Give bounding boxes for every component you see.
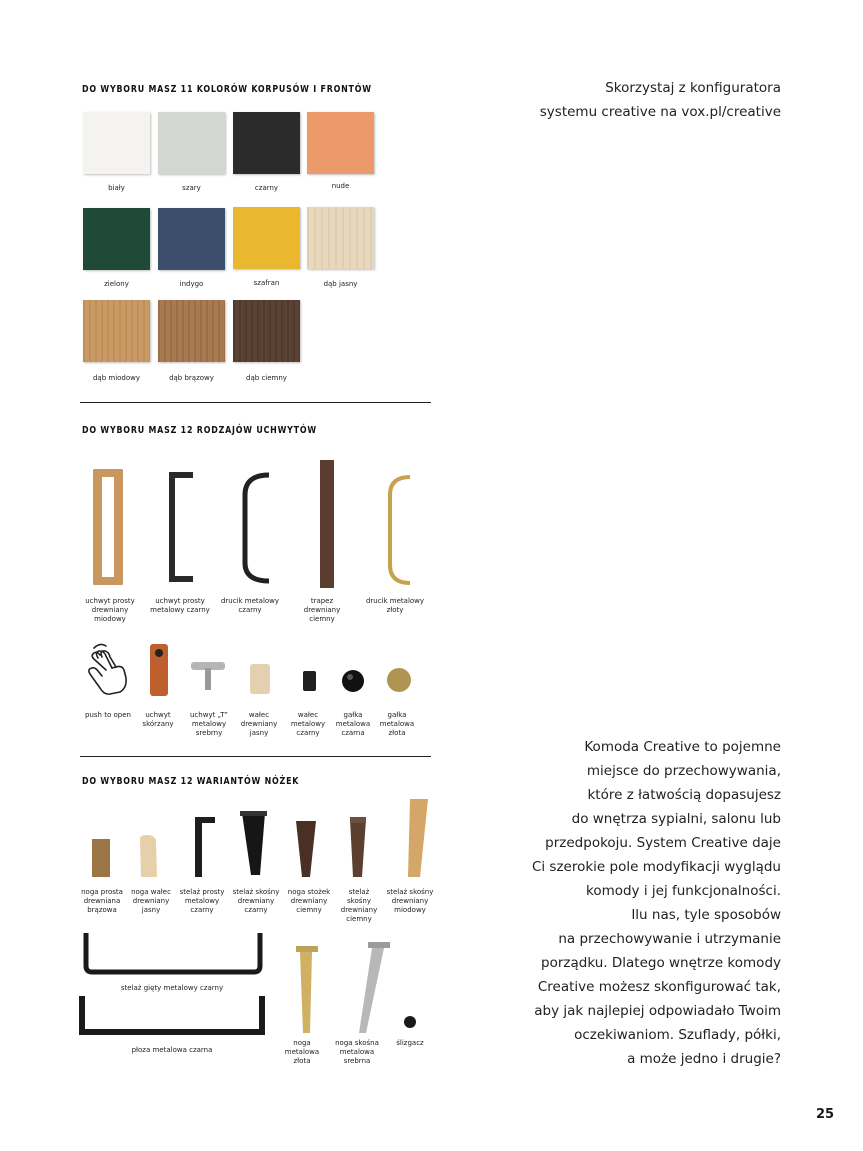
color-label: szafran: [253, 279, 280, 287]
color-label: nude: [331, 182, 350, 190]
color-swatch: [158, 208, 225, 270]
glider-icon: [404, 1016, 416, 1028]
leather-handle-icon: [150, 644, 168, 696]
colors-heading: DO WYBORU MASZ 11 KOLORÓW KORPUSÓW I FRONTÓW: [82, 84, 372, 95]
silver-slanted-leg-icon: [359, 942, 390, 1033]
gold-knob-icon: [387, 668, 411, 692]
color-label: dąb brązowy: [169, 374, 214, 382]
leg-label: płoza metalowa czarna: [131, 1046, 213, 1054]
black-roller-icon: [303, 671, 316, 691]
legs-heading: DO WYBORU MASZ 12 WARIANTÓW NÓŻEK: [82, 776, 300, 787]
handle-label: push to open: [85, 711, 131, 719]
leg-label: stelaż gięty metalowy czarny: [120, 984, 224, 992]
black-slanted-leg-icon: [240, 811, 267, 875]
color-swatch: [83, 112, 150, 174]
handle-label: uchwyt skórzany: [142, 711, 174, 728]
gold-wire-handle-icon: [390, 477, 410, 583]
handle-label: drucik metalowy złoty: [365, 597, 425, 614]
black-wire-handle-icon: [245, 475, 269, 581]
handle-label: gałka metalowa czarna: [335, 711, 371, 737]
handle-label: trapez drewniany ciemny: [303, 597, 341, 623]
handles-heading: DO WYBORU MASZ 12 RODZAJÓW UCHWYTÓW: [82, 425, 317, 436]
color-label: dąb jasny: [323, 280, 358, 288]
page-number: 25: [816, 1107, 835, 1122]
brown-wood-leg-icon: [92, 839, 110, 877]
handle-label: wałec metalowy czarny: [290, 711, 326, 737]
wooden-bar-handle-icon: [93, 469, 123, 585]
honey-slanted-leg-icon: [408, 799, 428, 877]
dark-slanted-leg-icon: [350, 817, 366, 877]
leg-label: noga stożek drewniany ciemny: [287, 888, 331, 914]
divider: [80, 756, 431, 757]
leg-label: ślizgacz: [396, 1039, 424, 1047]
color-swatch: [233, 207, 300, 269]
color-swatch: [307, 207, 374, 269]
configurator-note: Skorzystaj z konfiguratora systemu creative na vox.pl/creative: [539, 80, 781, 120]
leg-label: noga skośna metalowa srebrna: [335, 1039, 379, 1065]
leg-label: noga metalowa złota: [284, 1039, 320, 1065]
color-swatch: [307, 112, 374, 174]
color-swatch: [233, 300, 300, 362]
push-hand-icon: [89, 644, 126, 694]
handle-label: gałka metalowa złota: [379, 711, 415, 737]
leg-label: stelaż skośny drewniany czarny: [232, 888, 280, 914]
description-paragraph: Komoda Creative to pojemne miejsce do przechowywania, które z łatwością dopasujesz do wnętrza sypialni, salonu lub przedpokoju. System Creative daje Ci szerokie pole modyfikacji wyglądu komody i jej funkcjonalności. Ilu nas, tyle sposobów na przechowywanie i utrzymanie porządku. Dlatego wnętrze komody Creative możesz skonfigurować tak, aby jak najlepiej odpowiadało Twoim oczekiwaniom. Szuflady, półki, a może jedno i drugie?: [531, 739, 781, 1067]
leg-label: noga prosta drewniana brązowa: [81, 888, 123, 914]
handle-label: drucik metalowy czarny: [220, 597, 280, 614]
light-wood-roller-leg-icon: [140, 835, 157, 877]
color-label: biały: [108, 184, 125, 192]
handle-label: uchwyt prosty drewniany miodowy: [85, 597, 135, 623]
t-handle-icon: [191, 662, 225, 690]
leg-label: stelaż skośny drewniany ciemny: [340, 888, 378, 923]
handle-label: wałec drewniany jasny: [240, 711, 278, 737]
black-knob-icon: [342, 670, 364, 692]
handle-label: uchwyt prosty metalowy czarny: [150, 597, 210, 614]
color-label: dąb miodowy: [92, 374, 141, 382]
black-bar-handle-icon: [169, 472, 193, 582]
color-swatch: [158, 300, 225, 362]
color-swatch: [158, 112, 225, 174]
color-swatch: [83, 300, 150, 362]
color-label: indygo: [179, 280, 204, 288]
color-label: czarny: [254, 184, 279, 192]
leg-label: stelaż skośny drewniany miodowy: [386, 888, 434, 914]
handles-row1-graphics: [80, 455, 440, 595]
sled-frame-icon: [82, 996, 262, 1032]
color-label: dąb ciemny: [246, 374, 287, 382]
handle-label: uchwyt „T” metalowy srebrny: [190, 711, 228, 737]
trapez-handle-icon: [320, 460, 334, 588]
leg-label: stelaż prosty metalowy czarny: [179, 888, 225, 914]
black-straight-frame-icon: [195, 817, 215, 877]
bent-frame-icon: [86, 933, 260, 972]
color-swatch: [83, 208, 150, 270]
dark-cone-leg-icon: [296, 821, 316, 877]
color-label: szary: [182, 184, 201, 192]
handles-row2-graphics: [80, 640, 440, 705]
color-label: zielony: [104, 280, 129, 288]
wood-roller-icon: [250, 664, 270, 694]
divider: [80, 402, 431, 403]
leg-label: noga wałec drewniany jasny: [131, 888, 171, 914]
gold-metal-leg-icon: [296, 946, 318, 1033]
legs-row1-graphics: [80, 795, 440, 885]
color-swatch: [233, 112, 300, 174]
